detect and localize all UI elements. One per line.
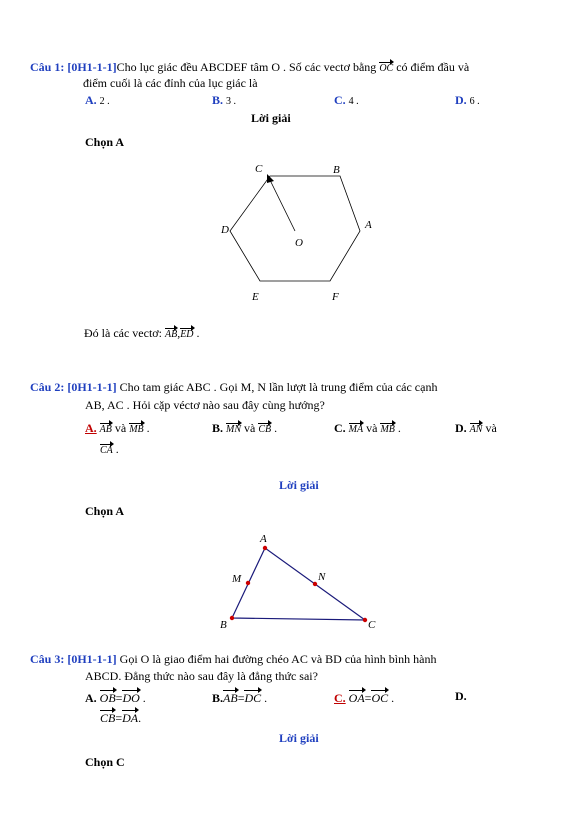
q2-solution-heading: Lời giải bbox=[279, 478, 319, 492]
hex-label-d: D bbox=[221, 224, 229, 236]
q2-option-d-cont: CA . bbox=[100, 442, 119, 456]
q1-label: Câu 1: bbox=[30, 60, 65, 74]
q1-text1: Cho lục giác đều ABCDEF tâm O . Số các vectơ bằng bbox=[116, 60, 377, 74]
q1-text1-end: có điểm đầu và bbox=[396, 60, 470, 74]
tri-label-c: C bbox=[368, 619, 376, 631]
hexagon-shape bbox=[230, 176, 360, 281]
q3-option-b: B.AB=DC . bbox=[212, 691, 268, 705]
q2-option-b: B. MN và CB . bbox=[212, 421, 278, 435]
hex-label-a: A bbox=[365, 219, 372, 231]
q3-option-a: A. OB=DO . bbox=[85, 691, 146, 705]
q1-line2: điểm cuối là các đỉnh của lục giác là bbox=[83, 76, 258, 90]
hex-label-o: O bbox=[295, 237, 303, 249]
hex-label-f: F bbox=[332, 291, 339, 303]
q2-option-a: A. AB và MB . bbox=[85, 421, 150, 435]
q1-option-c: C. 4 . bbox=[334, 93, 359, 107]
point-a bbox=[263, 546, 267, 550]
q2-line2: AB, AC . Hỏi cặp véctơ nào sau đây cùng hướng? bbox=[85, 398, 325, 412]
q3-text1: Gọi O là giao điểm hai đường chéo AC và BD của hình bình hành bbox=[119, 652, 437, 666]
q2-choice: Chọn A bbox=[85, 504, 125, 518]
vec-ed: ED bbox=[180, 329, 194, 340]
q3-option-d-cont: CB=DA. bbox=[100, 711, 142, 725]
vector-oc-arrowhead bbox=[267, 174, 274, 183]
hex-label-c: C bbox=[255, 163, 263, 175]
q3-choice: Chọn C bbox=[85, 755, 125, 769]
point-b bbox=[230, 616, 234, 620]
q3-line2: ABCD. Đẳng thức nào sau đây là đẳng thức sai? bbox=[85, 669, 318, 683]
q1-conclusion: Đó là các vectơ: AB,ED . bbox=[84, 326, 200, 340]
q3-line1 bbox=[30, 652, 436, 667]
q1-vec-oc: OC bbox=[379, 63, 394, 74]
q3-code: [0H1-1-1] bbox=[67, 652, 117, 666]
q2-option-d: D. AN và bbox=[455, 421, 497, 435]
q3-label: Câu 3: bbox=[30, 652, 65, 666]
hexagon-figure bbox=[215, 158, 375, 308]
hex-label-b: B bbox=[333, 164, 340, 176]
point-c bbox=[363, 618, 367, 622]
q1-line1 bbox=[30, 60, 469, 75]
hex-label-e: E bbox=[252, 291, 259, 303]
triangle-figure bbox=[210, 530, 380, 635]
q1-choice: Chọn A bbox=[85, 135, 125, 149]
q2-line1 bbox=[30, 380, 437, 395]
q1-option-a: A. 2 . bbox=[85, 93, 110, 107]
q2-code: [0H1-1-1] bbox=[67, 380, 117, 394]
vector-oc-line bbox=[269, 178, 295, 231]
point-m bbox=[246, 581, 250, 585]
vec-ab: AB bbox=[164, 329, 178, 340]
tri-label-a: A bbox=[260, 533, 267, 545]
q1-option-d: D. 6 . bbox=[455, 93, 480, 107]
point-n bbox=[313, 582, 317, 586]
tri-label-n: N bbox=[318, 571, 326, 583]
q2-option-c: C. MA và MB . bbox=[334, 421, 401, 435]
triangle-abc bbox=[232, 548, 365, 620]
q3-solution-heading: Lời giải bbox=[279, 731, 319, 745]
q1-option-b: B. 3 . bbox=[212, 93, 237, 107]
q2-label: Câu 2: bbox=[30, 380, 65, 394]
q1-solution-heading: Lời giải bbox=[251, 111, 291, 125]
q3-option-c: C. OA=OC . bbox=[334, 691, 395, 705]
q3-option-d: D. bbox=[455, 689, 467, 703]
q1-code: [0H1-1-1] bbox=[67, 60, 117, 74]
q2-text1: Cho tam giác ABC . Gọi M, N lần lượt là trung điểm của các cạnh bbox=[119, 380, 438, 394]
tri-label-m: M bbox=[232, 573, 242, 585]
tri-label-b: B bbox=[220, 619, 227, 631]
